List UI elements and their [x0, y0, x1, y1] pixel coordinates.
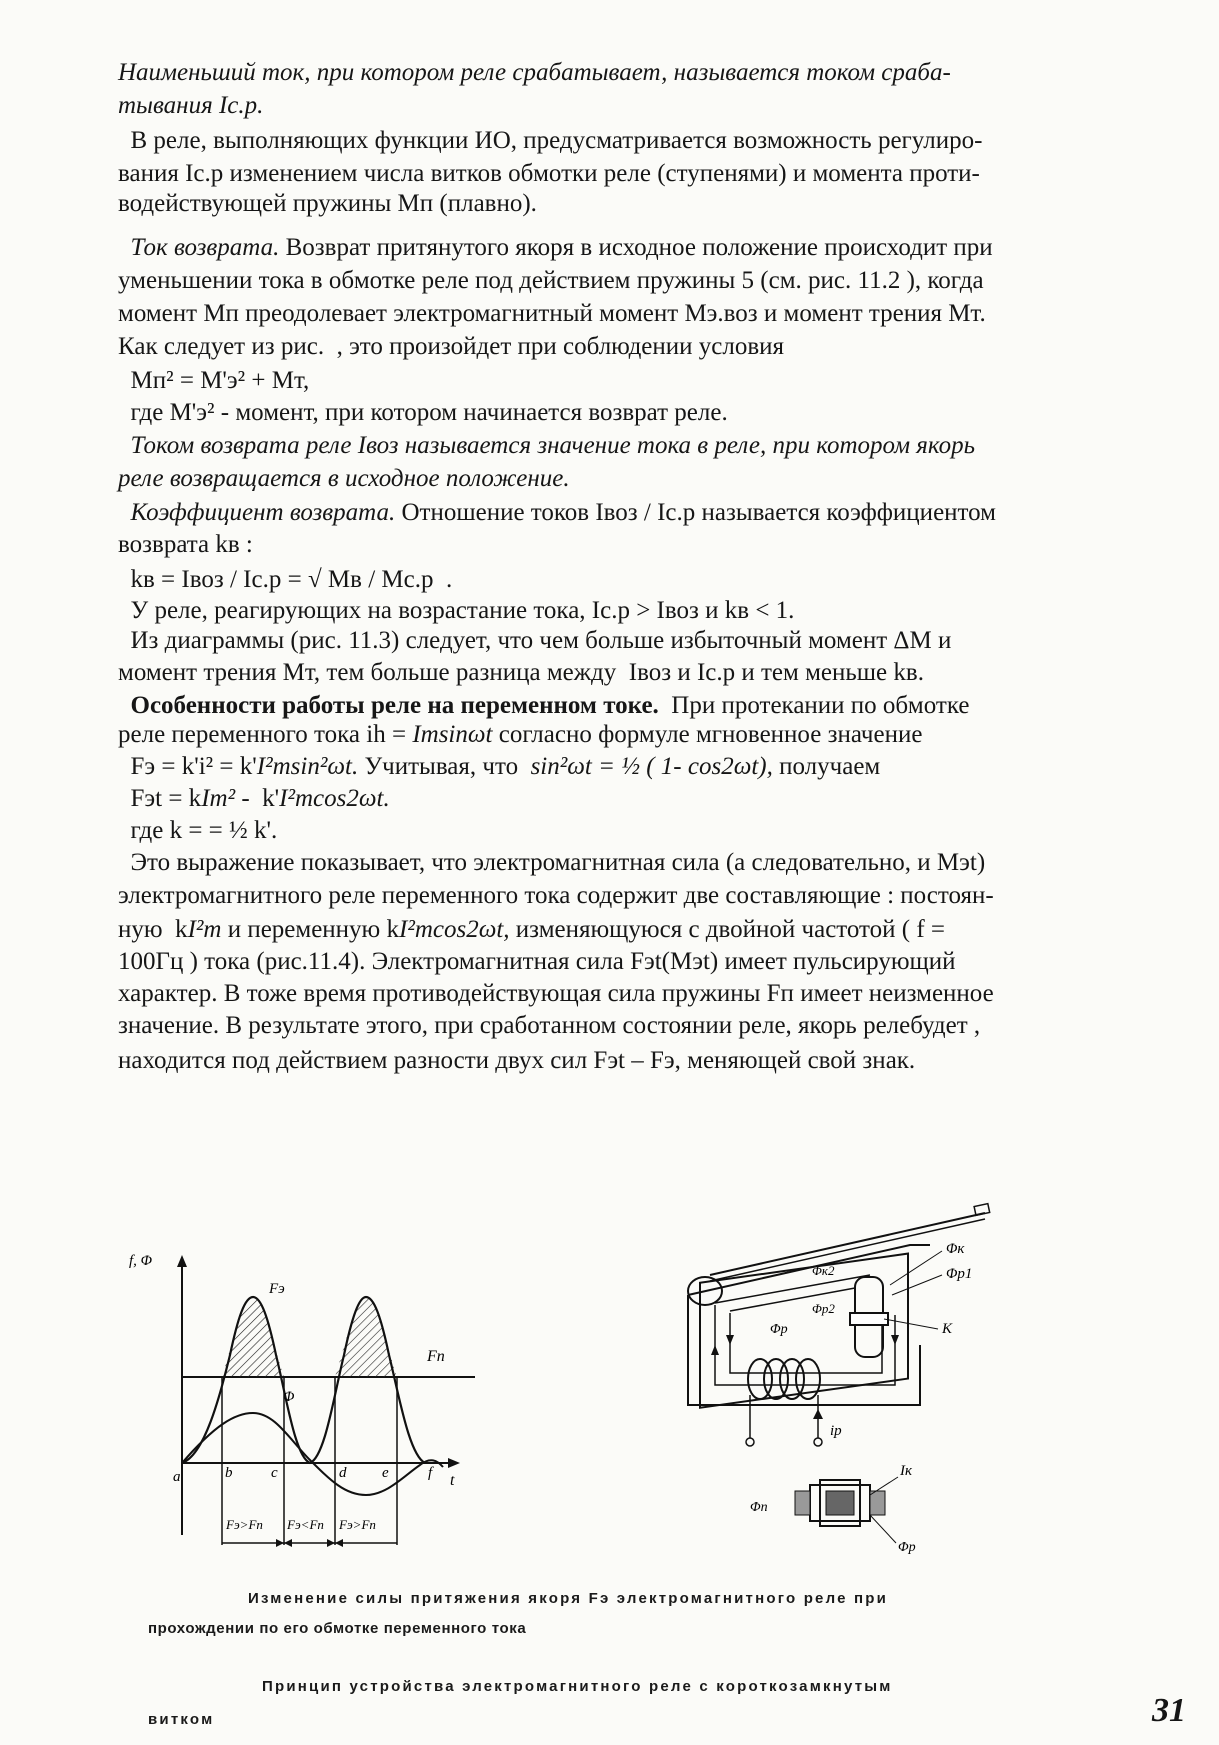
- flux-curve-label: Φ: [283, 1389, 295, 1405]
- x-axis-arrow: [448, 1458, 460, 1468]
- text-line: [118, 266, 984, 296]
- label-phi-p1: Φр1: [946, 1266, 973, 1282]
- zone-label-1: Fэ>Fп: [226, 1517, 263, 1532]
- text-line: [118, 530, 253, 560]
- text-line: [118, 720, 922, 750]
- armature-lever: [710, 1213, 985, 1275]
- zone-label-3: Fэ>Fп: [339, 1517, 376, 1532]
- text-run: Как следует из рис. , это произойдет при соблюдении условия: [118, 333, 785, 360]
- text-run: I²m: [187, 916, 222, 943]
- point-c: c: [271, 1465, 278, 1481]
- text-run: реле возвращается в исходное положение.: [118, 465, 570, 492]
- text-run: электромагнитного реле переменного тока содержит две составляющие : постоян-: [118, 882, 994, 909]
- text-run: Это выражение показывает, что электромагнитная сила (а следовательно, и Мэt): [118, 849, 986, 876]
- label-phi-pp: Φп: [750, 1500, 768, 1515]
- text-run: тывания Iс.р.: [118, 92, 264, 119]
- figure1-caption-line2: прохождении по его обмотке переменного тока: [148, 1620, 527, 1637]
- text-line: [118, 366, 309, 396]
- text-line: [118, 947, 956, 977]
- text-run: где М'э² - момент, при котором начинается возврат реле.: [118, 399, 728, 426]
- zone-label-2: Fэ<Fп: [287, 1517, 324, 1532]
- text-line: [118, 431, 975, 461]
- current-arrow: [813, 1409, 823, 1419]
- force-curve: [182, 1297, 425, 1463]
- leader-phi-r: [870, 1515, 896, 1543]
- text-run: Наименьший ток, при котором реле срабатывает, называется током сраба-: [118, 59, 951, 86]
- label-phi-k: Φк: [946, 1241, 965, 1257]
- leader-k: [884, 1319, 938, 1329]
- label-phi-p2: Φр2: [812, 1301, 835, 1316]
- text-run: вания Iс.р изменением числа витков обмотки реле (ступенями) и момента проти-: [118, 160, 980, 187]
- text-run: - k': [235, 785, 280, 812]
- text-run: I²mcos2ωt,: [399, 916, 510, 943]
- text-line: [118, 816, 277, 846]
- text-line: [118, 1046, 915, 1076]
- text-line: [118, 979, 994, 1009]
- figure1-caption-line1: Изменение силы притяжения якоря Fэ электромагнитного реле при: [248, 1590, 889, 1607]
- text-line: [118, 498, 996, 528]
- text-run: Из диаграммы (рис. 11.3) следует, что чем больше избыточный момент ΔМ и: [118, 627, 952, 654]
- text-line: [118, 1011, 980, 1041]
- point-f: f: [428, 1465, 433, 1481]
- contact-tip: [974, 1204, 990, 1216]
- text-run: значение. В результате этого, при сработанном состоянии реле, якорь релебудет ,: [118, 1012, 981, 1039]
- text-line: [118, 299, 986, 329]
- y-axis-arrow: [177, 1255, 187, 1267]
- text-line: [118, 784, 390, 814]
- text-run: момент трения Мт, тем больше разница между Iвоз и Iс.р и тем меньше kв.: [118, 659, 924, 686]
- text-run: При протекании по обмотке: [658, 692, 970, 719]
- terminal-1: [746, 1438, 754, 1446]
- text-run: Fэ = k'i² = k': [118, 753, 257, 780]
- flux-curve: [182, 1413, 443, 1495]
- point-d: d: [339, 1465, 347, 1481]
- text-line: [118, 189, 537, 219]
- armature-lever-2: [710, 1219, 985, 1281]
- label-i-p: iр: [830, 1423, 842, 1439]
- text-run: Учитывая, что: [358, 753, 531, 780]
- text-line: [118, 58, 951, 88]
- text-run: Током возврата реле Iвоз называется значение тока в реле, при котором якорь: [118, 432, 976, 459]
- figure2-caption-line2: витком: [148, 1711, 215, 1728]
- text-run: 100Гц ) тока (рис.11.4). Электромагнитная сила Fэt(Мэt) имеет пульсирующий: [118, 948, 956, 975]
- text-run: Возврат притянутого якоря в исходное положение происходит при: [279, 234, 993, 261]
- text-run: Особенности работы реле на переменном токе.: [118, 692, 659, 719]
- text-run: У реле, реагирующих на возрастание тока, Iс.р > Iвоз и kв < 1.: [118, 597, 795, 624]
- text-line: [118, 464, 570, 494]
- zone-arrow-4: [335, 1539, 343, 1547]
- text-run: Ток возврата.: [118, 234, 280, 261]
- zone-arrow-3: [327, 1539, 335, 1547]
- label-phi-p: Φр: [770, 1322, 788, 1337]
- text-line: [118, 126, 982, 156]
- text-line: [118, 159, 980, 189]
- text-line: [118, 881, 994, 911]
- hatched-area-1: [222, 1297, 284, 1377]
- text-run: согласно формуле мгновенное значение: [492, 721, 923, 748]
- text-run: ную k: [118, 916, 188, 943]
- text-line: [118, 626, 951, 656]
- text-run: kв = Iвоз / Iс.р = √ Мв / Мс.р .: [118, 566, 453, 593]
- text-run: характер. В тоже время противодействующая сила пружины Fп имеет неизменное: [118, 980, 994, 1007]
- text-run: Im²: [201, 785, 236, 812]
- text-line: [118, 398, 728, 428]
- text-line: [118, 332, 784, 362]
- point-a: a: [173, 1469, 181, 1485]
- label-k: К: [942, 1321, 952, 1337]
- text-run: Мп² = М'э² + Мт,: [118, 367, 310, 394]
- text-run: Коэффициент возврата.: [118, 499, 396, 526]
- text-line: [118, 565, 452, 595]
- point-b: b: [225, 1465, 233, 1481]
- page-number: 31: [1152, 1692, 1186, 1729]
- label-phi-r: Φр: [898, 1540, 916, 1555]
- text-line: [118, 233, 993, 263]
- text-run: момент Мп преодолевает электромагнитный момент Мэ.воз и момент трения Мт.: [118, 300, 986, 327]
- text-run: Отношение токов Iвоз / Iс.р называется коэффициентом: [395, 499, 996, 526]
- shorted-turn: [850, 1313, 888, 1325]
- text-run: I²mcos2ωt.: [279, 785, 390, 812]
- text-line: [118, 752, 880, 782]
- hatched-area-2: [335, 1297, 397, 1377]
- text-line: [118, 915, 945, 945]
- text-line: [118, 91, 263, 121]
- flux-arrow-2: [726, 1335, 734, 1345]
- text-run: Fэt = k: [118, 785, 202, 812]
- text-run: изменяющуюся с двойной частотой ( f =: [509, 916, 946, 943]
- text-run: Imsinωt: [412, 721, 493, 748]
- force-time-diagram: [125, 1245, 525, 1565]
- text-run: где k = = ½ k'.: [118, 817, 278, 844]
- text-line: [118, 596, 794, 626]
- label-i-k: Iк: [900, 1463, 913, 1479]
- text-run: sin²ωt = ½ ( 1- cos2ωt),: [530, 753, 773, 780]
- figure2-caption-line1: Принцип устройства электромагнитного реле с короткозамкнутым: [262, 1678, 893, 1695]
- force-curve-label: Fэ: [269, 1281, 285, 1297]
- text-run: уменьшении тока в обмотке реле под действием пружины 5 (см. рис. 11.2 ), когда: [118, 267, 984, 294]
- text-line: [118, 691, 969, 721]
- zone-arrow-1: [276, 1539, 284, 1547]
- text-run: находится под действием разности двух сил Fэt – Fэ, меняющей свой знак.: [118, 1047, 916, 1074]
- label-phi-k2: Φк2: [812, 1263, 835, 1278]
- relay-construction-diagram: [670, 1195, 1000, 1575]
- text-run: получаем: [772, 753, 881, 780]
- spring-force-label: Fп: [427, 1348, 445, 1365]
- text-run: и переменную k: [221, 916, 399, 943]
- text-run: возврата kв :: [118, 531, 253, 558]
- y-axis-label: f, Φ: [129, 1253, 153, 1269]
- flux-arrow-1: [711, 1345, 719, 1355]
- text-run: I²msin²ωt.: [256, 753, 359, 780]
- leader-phi-k: [890, 1251, 942, 1285]
- pole-cross-section: [795, 1480, 885, 1526]
- terminal-2: [814, 1438, 822, 1446]
- text-run: реле переменного тока ih =: [118, 721, 413, 748]
- text-run: водействующей пружины Мп (плавно).: [118, 190, 537, 217]
- flux-arrow-3: [891, 1335, 899, 1345]
- text-line: [118, 658, 924, 688]
- flux-path-top: [715, 1275, 870, 1311]
- x-axis-label: t: [450, 1472, 455, 1489]
- text-line: [118, 848, 985, 878]
- point-e: e: [382, 1465, 389, 1481]
- zone-arrow-2: [284, 1539, 292, 1547]
- text-run: В реле, выполняющих функции ИО, предусматривается возможность регулиро-: [118, 127, 983, 154]
- leader-phi-p1: [892, 1275, 942, 1295]
